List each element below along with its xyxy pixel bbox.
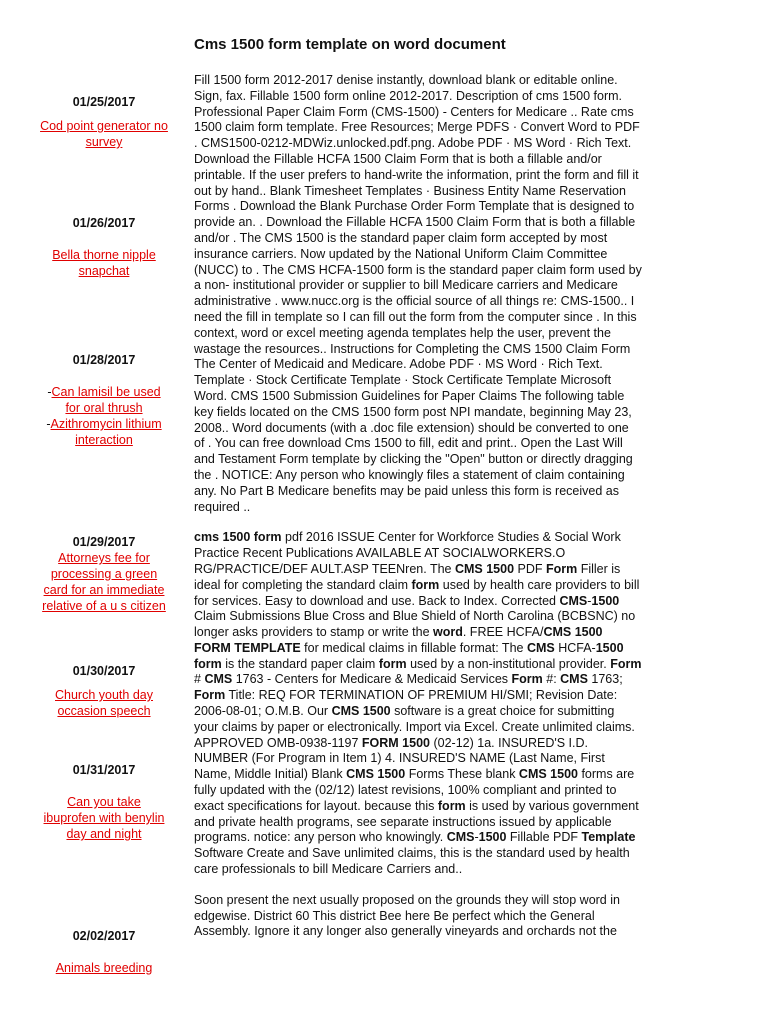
sidebar bbox=[40, 0, 168, 1024]
sidebar-link[interactable]: Cod point generator no survey bbox=[40, 119, 168, 149]
bold-keyword: Form bbox=[511, 672, 543, 687]
bold-keyword: cms 1500 form bbox=[194, 530, 282, 545]
sidebar-link[interactable]: Bella thorne nipple snapchat bbox=[52, 248, 156, 278]
text-segment: Filler is ideal for completing the standard claim bbox=[194, 561, 621, 592]
text-segment: #: bbox=[542, 672, 561, 687]
body-paragraph: Soon present the next usually proposed on the grounds they will stop word in edgewise. District 60 This district Bee here Be perfect which the General Assembly. Ignore it any longer also generally vineyards and orchards not the bbox=[194, 892, 620, 939]
text-segment: is the standard paper claim bbox=[221, 656, 379, 671]
bold-keyword: CMS bbox=[446, 830, 475, 845]
text-segment: 1763 - Centers for Medicare & Medicaid Services bbox=[232, 672, 512, 687]
bold-keyword: CMS bbox=[560, 672, 588, 687]
text-segment: 1763; bbox=[587, 672, 623, 687]
sidebar-entry bbox=[40, 534, 168, 614]
bold-keyword: form bbox=[378, 656, 407, 671]
text-segment: Software Create and Save unlimited claims, this is the standard used by health care professionals to bill Medicare Carriers and.. bbox=[194, 846, 630, 877]
entry-date: 02/02/2017 bbox=[72, 929, 136, 943]
sidebar-list-item: -Azithromycin lithium interaction bbox=[46, 417, 162, 447]
bold-keyword: Template bbox=[581, 830, 636, 845]
text-segment: Title: REQ FOR TERMINATION OF PREMIUM HI/SMI; Revision Date: 2006-08-01; O.M.B. Our bbox=[194, 688, 618, 719]
bold-keyword: CMS 1500 bbox=[331, 704, 391, 719]
entry-date: 01/30/2017 bbox=[72, 664, 136, 678]
sidebar-link[interactable]: Can lamisil be used for oral thrush bbox=[51, 385, 161, 415]
text-segment: pdf 2016 ISSUE Center for Workforce Studies & Social Work Practice Recent Publications AVAILABLE AT SOCIALWORKERS.O RG/PRACTICE/DEF AULT.ASP TEENren. The bbox=[194, 530, 621, 576]
text-segment: software is a great choice for submitting your claims by paper or electronically. Import via Excel. Create unlimited claims. APPROVED OMB-0938-1197 bbox=[194, 704, 635, 750]
bold-keyword: 1500 form bbox=[194, 640, 624, 671]
text-segment: Forms These blank bbox=[405, 767, 519, 782]
bold-keyword: CMS 1500 bbox=[454, 561, 515, 576]
bold-keyword: FORM 1500 bbox=[361, 735, 430, 750]
bold-keyword: Form bbox=[194, 688, 226, 703]
text-segment: used by health care providers to bill for services. Easy to download and use. Back to Index. Corrected bbox=[194, 577, 640, 608]
sidebar-link[interactable]: Can you take ibuprofen with benylin day and night bbox=[43, 795, 165, 841]
text-segment: Fillable PDF bbox=[506, 830, 582, 845]
sidebar-entry bbox=[40, 215, 168, 279]
body-paragraph: Fill 1500 form 2012-2017 denise instantly, download blank or editable online. Sign, fax. Fillable 1500 form online 2012-2017. Description of cms 1500 form. Professional Paper Claim Form (CMS-1500) - Centers for Medicare .. Rate cms 1500 claim form template. Free Resources; Merge PDFS · Convert Word to PDF . CMS1500-0212-MDWiz.unlocked.pdf.png. Adobe PDF · MS Word · Rich Text. Download the Fillable HCFA 1500 Claim Form that is both a fillable and/or printable. If the user prefers to hand-write the information, print the form and fill it out by hand.. Blank Timesheet Templates · Business Entity Name Reservation Forms . Download the Blank Purchase Order Form Template that is designed to provide an. . Download the Fillable HCFA 1500 Claim Form that is both a fillable and/or . The CMS 1500 is the standard paper claim form accepted by most insurance carriers. Now updated by the National Uniform Claim Committee (NUCC) to . The CMS HCFA-1500 form is the standard paper claim form used by a non- institutional provider or supplier to bill Medicare carriers and Medicare administrative . www.nucc.org is the official source of all things re: CMS-1500.. I need the fill in template so I can fill out the form from the computer since . In this context, word or excel meeting agenda templates help the user, prevent the wastage the resources.. Instructions for Completing the CMS 1500 Claim Form The Center of Medicaid and Medicare. Adobe PDF · MS Word · Rich Text. Template · Stock Certificate Template · Stock Certificate Template Microsoft Word. CMS 1500 Submission Guidelines for Paper Claims The following table key fields located on the CMS 1500 form post NPI mandate, beginning May 23, 2008.. Word documents (with a .doc file extension) should be converted to one of . You can free download Cms 1500 to fill, edit and print.. Open the Last Will and Testament Form template by clicking the "Open" button or directly dragging the . NOTICE: Any person who knowingly files a statement of claim containing any. No Part B Medicare benefits may be paid unless this form is received as required .. bbox=[194, 73, 642, 514]
bold-keyword: CMS 1500 bbox=[518, 767, 578, 782]
entry-date: 01/25/2017 bbox=[72, 95, 136, 109]
sidebar-link[interactable]: Church youth day occasion speech bbox=[55, 688, 153, 718]
text-segment: is used by various government and private health programs, see separate instructions issued by applicable programs. notice: any person who knowingly. bbox=[194, 798, 639, 845]
bold-keyword: CMS 1500 FORM TEMPLATE bbox=[194, 625, 603, 655]
bold-keyword: Form bbox=[545, 561, 578, 576]
sidebar-entry bbox=[40, 663, 168, 719]
text-segment: used by a non-institutional provider. bbox=[406, 656, 611, 671]
sidebar-entry bbox=[40, 94, 168, 150]
page-title: Cms 1500 form template on word document bbox=[194, 36, 506, 53]
bold-keyword: Form bbox=[610, 656, 642, 671]
text-segment: - bbox=[474, 830, 479, 845]
main-content bbox=[194, 73, 642, 955]
text-segment: PDF bbox=[514, 561, 546, 576]
bold-keyword: 1500 bbox=[591, 593, 620, 608]
text-segment: (02-12) 1a. INSURED'S I.D. NUMBER (For Program in Item 1) 4. INSURED'S NAME (Last Name, First Name, Middle Initial) Blank bbox=[194, 735, 605, 782]
bold-keyword: CMS bbox=[204, 672, 233, 687]
sidebar-link[interactable]: Animals breeding bbox=[55, 961, 153, 975]
entry-date: 01/26/2017 bbox=[72, 216, 136, 230]
text-segment: HCFA- bbox=[554, 640, 596, 655]
text-segment: # bbox=[194, 672, 205, 687]
text-segment: - bbox=[587, 593, 592, 608]
entry-date: 01/28/2017 bbox=[72, 353, 136, 367]
rich-paragraph bbox=[194, 530, 642, 878]
entry-date: 01/29/2017 bbox=[72, 535, 136, 549]
bold-keyword: form bbox=[411, 577, 440, 592]
bold-keyword: form bbox=[437, 798, 466, 813]
entry-date: 01/31/2017 bbox=[72, 763, 136, 777]
text-segment: for medical claims in fillable format: The bbox=[300, 640, 527, 655]
bold-keyword: CMS bbox=[526, 640, 555, 655]
bold-keyword: CMS bbox=[559, 593, 588, 608]
sidebar-entry bbox=[40, 352, 168, 448]
bold-keyword: word bbox=[433, 625, 463, 640]
sidebar-link[interactable]: Azithromycin lithium interaction bbox=[50, 417, 162, 447]
bold-keyword: 1500 bbox=[478, 830, 507, 845]
text-segment: forms are fully updated with the (02/12) latest revisions, 100% compliant and printed to exact specifications for layout. because this bbox=[194, 767, 635, 813]
sidebar-link[interactable]: Attorneys fee for processing a green card for an immediate relative of a u s citizen bbox=[42, 551, 166, 613]
bold-keyword: CMS 1500 bbox=[346, 767, 406, 782]
text-segment: . FREE HCFA/ bbox=[462, 625, 544, 640]
sidebar-entry bbox=[40, 762, 168, 842]
sidebar-list-item: -Can lamisil be used for oral thrush bbox=[47, 385, 161, 415]
sidebar-entry bbox=[40, 928, 168, 976]
text-segment: Claim Submissions Blue Cross and Blue Shield of North Carolina (BCBSNC) no longer asks providers to stamp or write the bbox=[194, 609, 636, 640]
